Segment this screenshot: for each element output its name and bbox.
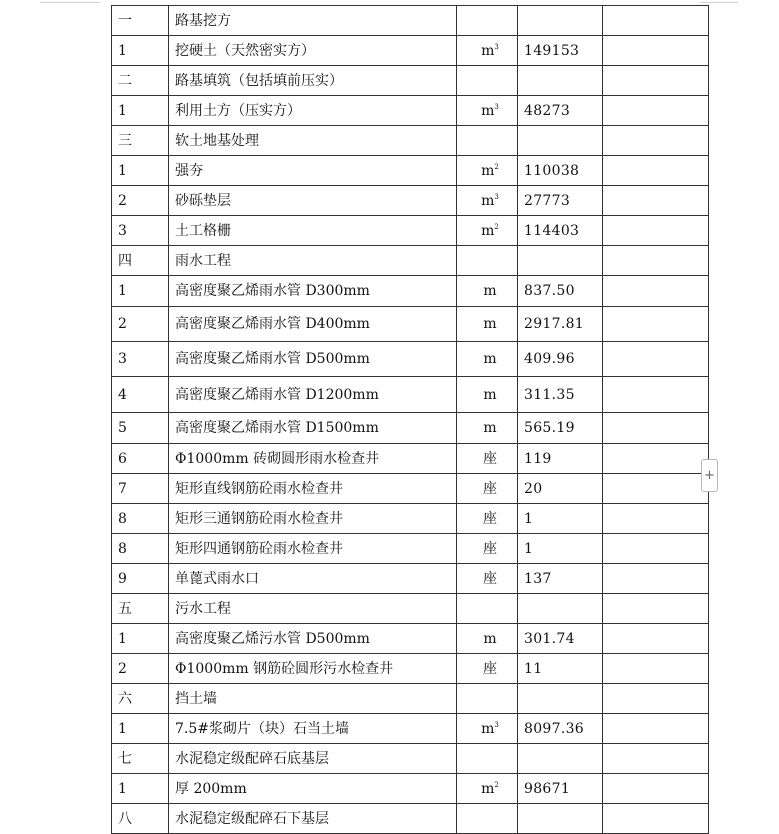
item-number-text: 3: [118, 351, 127, 367]
item-number-text: 1: [118, 162, 127, 179]
item-number-cell[interactable]: [112, 36, 169, 66]
unit-cell[interactable]: [457, 276, 518, 307]
item-name-text: Φ1000mm 砖砌圆形雨水检查井: [175, 450, 380, 467]
item-name-cell[interactable]: [169, 744, 457, 774]
quantity-text: 110038: [524, 162, 580, 179]
unit-cell[interactable]: [457, 186, 518, 216]
table-row: [112, 444, 709, 474]
remark-cell[interactable]: [603, 654, 709, 684]
unit-exponent: 2: [494, 222, 499, 231]
quantity-cell[interactable]: [518, 444, 603, 474]
item-number-text: 3: [118, 222, 127, 239]
unit-cell[interactable]: [457, 684, 518, 714]
table-row: [112, 216, 709, 246]
unit-cell[interactable]: [457, 804, 518, 834]
unit-text: 座: [483, 480, 497, 497]
item-name-text: 软土地基处理: [175, 132, 259, 149]
item-number-text: 一: [118, 12, 132, 29]
quantity-cell[interactable]: [518, 6, 603, 36]
item-name-cell[interactable]: [169, 714, 457, 744]
quantity-text: 1: [524, 510, 534, 527]
item-name-cell[interactable]: [169, 534, 457, 564]
remark-cell[interactable]: [603, 474, 709, 504]
table-row: [112, 413, 709, 444]
item-name-cell[interactable]: [169, 804, 457, 834]
table-row: [112, 307, 709, 342]
item-number-cell[interactable]: [112, 534, 169, 564]
unit-cell[interactable]: [457, 624, 518, 654]
remark-cell[interactable]: [603, 342, 709, 377]
unit-cell[interactable]: [457, 564, 518, 594]
unit-cell[interactable]: [457, 6, 518, 36]
item-name-text: 利用土方（压实方）: [175, 102, 301, 119]
remark-cell[interactable]: [603, 534, 709, 564]
unit-text: m: [483, 283, 497, 299]
item-name-text: 水泥稳定级配碎石底基层: [175, 750, 329, 767]
item-number-cell[interactable]: [112, 504, 169, 534]
unit-text: 座: [483, 510, 497, 527]
unit-cell[interactable]: [457, 654, 518, 684]
item-number-cell[interactable]: [112, 96, 169, 126]
remark-cell[interactable]: [603, 156, 709, 186]
item-number-cell[interactable]: [112, 156, 169, 186]
quantity-text: 48273: [524, 102, 571, 119]
item-number-cell[interactable]: [112, 246, 169, 276]
item-name-cell[interactable]: [169, 564, 457, 594]
quantity-cell[interactable]: [518, 714, 603, 744]
quantity-text: 11: [524, 660, 543, 677]
item-number-text: 三: [118, 132, 132, 149]
table-row: [112, 774, 709, 804]
quantity-cell[interactable]: [518, 216, 603, 246]
unit-text: m: [481, 780, 495, 797]
quantity-cell[interactable]: [518, 36, 603, 66]
table-row: [112, 186, 709, 216]
item-number-text: 9: [118, 570, 127, 587]
unit-text: 座: [483, 450, 497, 467]
item-name-text: 路基填筑（包括填前压实）: [175, 72, 343, 89]
unit-cell[interactable]: [457, 714, 518, 744]
remark-cell[interactable]: [603, 804, 709, 834]
unit-cell[interactable]: [457, 156, 518, 186]
table-row: [112, 156, 709, 186]
item-name-text: 矩形三通钢筋砼雨水检查井: [175, 510, 343, 527]
quantity-cell[interactable]: [518, 474, 603, 504]
unit-text: m: [483, 316, 497, 332]
item-number-cell[interactable]: [112, 714, 169, 744]
item-number-text: 2: [118, 316, 127, 332]
unit-cell[interactable]: [457, 342, 518, 377]
item-name-text: 矩形四通钢筋砼雨水检查井: [175, 540, 343, 557]
unit-exponent: 3: [494, 192, 499, 201]
table-row: [112, 504, 709, 534]
quantity-text: 565.19: [524, 420, 575, 436]
remark-cell[interactable]: [603, 684, 709, 714]
item-number-text: 1: [118, 720, 127, 737]
unit-cell[interactable]: [457, 474, 518, 504]
item-number-cell[interactable]: [112, 307, 169, 342]
section-row: [112, 744, 709, 774]
item-name-text: 高密度聚乙烯雨水管 D400mm: [175, 316, 370, 332]
unit-exponent: 2: [494, 780, 499, 789]
item-name-cell[interactable]: [169, 66, 457, 96]
add-row-button[interactable]: [701, 459, 718, 492]
item-name-cell[interactable]: [169, 342, 457, 377]
item-number-text: 1: [118, 630, 127, 647]
item-number-text: 7: [118, 480, 127, 497]
item-number-text: 6: [118, 450, 127, 467]
item-name-text: 高密度聚乙烯雨水管 D1500mm: [175, 420, 379, 436]
unit-text: m: [481, 192, 495, 209]
item-name-text: 雨水工程: [175, 252, 231, 269]
unit-text: m: [483, 630, 497, 647]
item-name-text: 高密度聚乙烯污水管 D500mm: [175, 630, 370, 647]
remark-cell[interactable]: [603, 377, 709, 413]
item-name-cell[interactable]: [169, 186, 457, 216]
quantity-cell[interactable]: [518, 342, 603, 377]
unit-cell[interactable]: [457, 126, 518, 156]
section-row: [112, 66, 709, 96]
item-name-cell[interactable]: [169, 307, 457, 342]
table-row: [112, 377, 709, 413]
quantity-cell[interactable]: [518, 504, 603, 534]
quantity-text: 149153: [524, 42, 580, 59]
section-row: [112, 6, 709, 36]
item-name-cell[interactable]: [169, 684, 457, 714]
remark-cell[interactable]: [603, 216, 709, 246]
unit-text: m: [481, 720, 495, 737]
quantity-text: 20: [524, 480, 543, 497]
item-name-cell[interactable]: [169, 774, 457, 804]
quantity-cell[interactable]: [518, 564, 603, 594]
item-number-text: 1: [118, 42, 127, 59]
item-number-text: 1: [118, 102, 127, 119]
item-number-text: 四: [118, 252, 132, 269]
unit-exponent: 2: [494, 162, 499, 171]
table-row: [112, 342, 709, 377]
section-row: [112, 804, 709, 834]
quantity-cell[interactable]: [518, 744, 603, 774]
item-number-cell[interactable]: [112, 216, 169, 246]
item-name-cell[interactable]: [169, 126, 457, 156]
item-name-cell[interactable]: [169, 96, 457, 126]
quantity-text: 119: [524, 450, 552, 467]
quantity-text: 301.74: [524, 630, 575, 647]
unit-exponent: 3: [494, 102, 499, 111]
table-row: [112, 564, 709, 594]
quantity-text: 2917.81: [524, 316, 584, 332]
item-name-cell[interactable]: [169, 246, 457, 276]
item-name-text: 挡土墙: [175, 690, 217, 707]
quantity-table-body: [112, 6, 709, 834]
unit-cell[interactable]: [457, 36, 518, 66]
quantity-cell[interactable]: [518, 684, 603, 714]
item-number-text: 2: [118, 192, 127, 209]
unit-cell[interactable]: [457, 246, 518, 276]
quantity-text: 311.35: [524, 386, 575, 403]
item-name-cell[interactable]: [169, 594, 457, 624]
quantity-cell[interactable]: [518, 413, 603, 444]
unit-cell[interactable]: [457, 96, 518, 126]
item-number-text: 4: [118, 386, 127, 403]
quantity-text: 409.96: [524, 351, 575, 367]
item-name-cell[interactable]: [169, 156, 457, 186]
remark-cell[interactable]: [603, 36, 709, 66]
quantity-cell[interactable]: [518, 66, 603, 96]
item-name-text: 高密度聚乙烯雨水管 D500mm: [175, 351, 370, 367]
remark-cell[interactable]: [603, 444, 709, 474]
item-name-cell[interactable]: [169, 444, 457, 474]
quantity-cell[interactable]: [518, 246, 603, 276]
item-number-cell[interactable]: [112, 276, 169, 307]
item-number-cell[interactable]: [112, 474, 169, 504]
quantity-cell[interactable]: [518, 594, 603, 624]
quantity-table: [111, 5, 709, 834]
item-number-text: 五: [118, 600, 132, 617]
quantity-text: 137: [524, 570, 552, 587]
remark-cell[interactable]: [603, 413, 709, 444]
unit-exponent: 3: [494, 42, 499, 51]
item-name-cell[interactable]: [169, 504, 457, 534]
remark-cell[interactable]: [603, 307, 709, 342]
section-row: [112, 246, 709, 276]
quantity-text: 8097.36: [524, 720, 584, 737]
remark-cell[interactable]: [603, 186, 709, 216]
item-name-text: 强夯: [175, 162, 203, 179]
item-name-text: 挖硬土（天然密实方）: [175, 42, 315, 59]
item-number-text: 二: [118, 72, 132, 89]
remark-cell[interactable]: [603, 774, 709, 804]
item-number-text: 1: [118, 780, 127, 797]
item-number-cell[interactable]: [112, 186, 169, 216]
item-name-cell[interactable]: [169, 276, 457, 307]
quantity-cell[interactable]: [518, 276, 603, 307]
item-name-text: 污水工程: [175, 600, 231, 617]
unit-text: 座: [483, 660, 497, 677]
quantity-cell[interactable]: [518, 624, 603, 654]
remark-cell[interactable]: [603, 6, 709, 36]
item-name-cell[interactable]: [169, 216, 457, 246]
item-number-text: 5: [118, 420, 127, 436]
unit-text: m: [481, 162, 495, 179]
page-corner-guide-left: [40, 2, 100, 3]
unit-text: 座: [483, 540, 497, 557]
quantity-cell[interactable]: [518, 96, 603, 126]
quantity-cell[interactable]: [518, 804, 603, 834]
item-number-cell[interactable]: [112, 126, 169, 156]
item-name-text: 7.5#浆砌片（块）石当土墙: [175, 720, 349, 737]
table-row: [112, 714, 709, 744]
unit-text: m: [483, 386, 497, 403]
unit-cell[interactable]: [457, 216, 518, 246]
item-number-cell[interactable]: [112, 774, 169, 804]
item-number-text: 八: [118, 810, 132, 827]
unit-text: m: [481, 102, 495, 119]
quantity-cell[interactable]: [518, 774, 603, 804]
quantity-text: 98671: [524, 780, 571, 797]
quantity-text: 837.50: [524, 283, 575, 299]
remark-cell[interactable]: [603, 96, 709, 126]
item-name-cell[interactable]: [169, 377, 457, 413]
item-number-text: 8: [118, 510, 127, 527]
quantity-cell[interactable]: [518, 126, 603, 156]
remark-cell[interactable]: [603, 66, 709, 96]
unit-cell[interactable]: [457, 66, 518, 96]
remark-cell[interactable]: [603, 624, 709, 654]
plus-icon: +: [704, 468, 715, 483]
item-name-cell[interactable]: [169, 413, 457, 444]
unit-text: 座: [483, 570, 497, 587]
unit-cell[interactable]: [457, 744, 518, 774]
item-number-cell[interactable]: [112, 624, 169, 654]
section-row: [112, 126, 709, 156]
item-name-text: 水泥稳定级配碎石下基层: [175, 810, 329, 827]
remark-cell[interactable]: [603, 564, 709, 594]
table-row: [112, 534, 709, 564]
item-name-text: 厚 200mm: [175, 780, 247, 797]
quantity-cell[interactable]: [518, 186, 603, 216]
item-number-cell[interactable]: [112, 444, 169, 474]
item-number-cell[interactable]: [112, 342, 169, 377]
item-name-cell[interactable]: [169, 36, 457, 66]
item-number-cell[interactable]: [112, 654, 169, 684]
unit-text: m: [483, 351, 497, 367]
item-number-cell[interactable]: [112, 377, 169, 413]
unit-exponent: 3: [494, 720, 499, 729]
table-row: [112, 276, 709, 307]
section-row: [112, 684, 709, 714]
quantity-cell[interactable]: [518, 534, 603, 564]
item-number-cell[interactable]: [112, 6, 169, 36]
quantity-cell[interactable]: [518, 307, 603, 342]
item-name-text: 路基挖方: [175, 12, 231, 29]
page-corner-guide-right: [700, 2, 738, 3]
quantity-cell[interactable]: [518, 377, 603, 413]
table-row: [112, 474, 709, 504]
unit-text: m: [481, 42, 495, 59]
item-number-cell[interactable]: [112, 744, 169, 774]
item-name-text: 矩形直线钢筋砼雨水检查井: [175, 480, 343, 497]
remark-cell[interactable]: [603, 126, 709, 156]
remark-cell[interactable]: [603, 504, 709, 534]
unit-cell[interactable]: [457, 504, 518, 534]
section-row: [112, 594, 709, 624]
remark-cell[interactable]: [603, 744, 709, 774]
table-row: [112, 654, 709, 684]
item-name-cell[interactable]: [169, 6, 457, 36]
table-row: [112, 624, 709, 654]
item-number-cell[interactable]: [112, 684, 169, 714]
item-number-cell[interactable]: [112, 804, 169, 834]
unit-cell[interactable]: [457, 307, 518, 342]
item-number-text: 七: [118, 750, 132, 767]
item-number-text: 六: [118, 690, 132, 707]
item-number-cell[interactable]: [112, 564, 169, 594]
unit-text: m: [483, 420, 497, 436]
item-name-text: 高密度聚乙烯雨水管 D1200mm: [175, 386, 379, 403]
item-number-cell[interactable]: [112, 594, 169, 624]
unit-cell[interactable]: [457, 534, 518, 564]
item-name-text: Φ1000mm 钢筋砼圆形污水检查井: [175, 660, 394, 677]
quantity-cell[interactable]: [518, 156, 603, 186]
item-name-cell[interactable]: [169, 474, 457, 504]
remark-cell[interactable]: [603, 714, 709, 744]
item-number-cell[interactable]: [112, 413, 169, 444]
table-row: [112, 96, 709, 126]
item-name-cell[interactable]: [169, 654, 457, 684]
item-name-text: 高密度聚乙烯雨水管 D300mm: [175, 283, 370, 299]
quantity-text: 27773: [524, 192, 571, 209]
unit-cell[interactable]: [457, 774, 518, 804]
remark-cell[interactable]: [603, 276, 709, 307]
item-name-text: 单蓖式雨水口: [175, 570, 259, 587]
unit-cell[interactable]: [457, 444, 518, 474]
unit-cell[interactable]: [457, 377, 518, 413]
unit-cell[interactable]: [457, 594, 518, 624]
item-number-text: 2: [118, 660, 127, 677]
item-name-text: 土工格栅: [175, 222, 231, 239]
remark-cell[interactable]: [603, 594, 709, 624]
quantity-text: 114403: [524, 222, 580, 239]
item-number-cell[interactable]: [112, 66, 169, 96]
item-number-text: 8: [118, 540, 127, 557]
item-number-text: 1: [118, 283, 127, 299]
unit-text: m: [481, 222, 495, 239]
quantity-text: 1: [524, 540, 534, 557]
table-row: [112, 36, 709, 66]
item-name-cell[interactable]: [169, 624, 457, 654]
remark-cell[interactable]: [603, 246, 709, 276]
quantity-cell[interactable]: [518, 654, 603, 684]
item-name-text: 砂砾垫层: [175, 192, 231, 209]
unit-cell[interactable]: [457, 413, 518, 444]
